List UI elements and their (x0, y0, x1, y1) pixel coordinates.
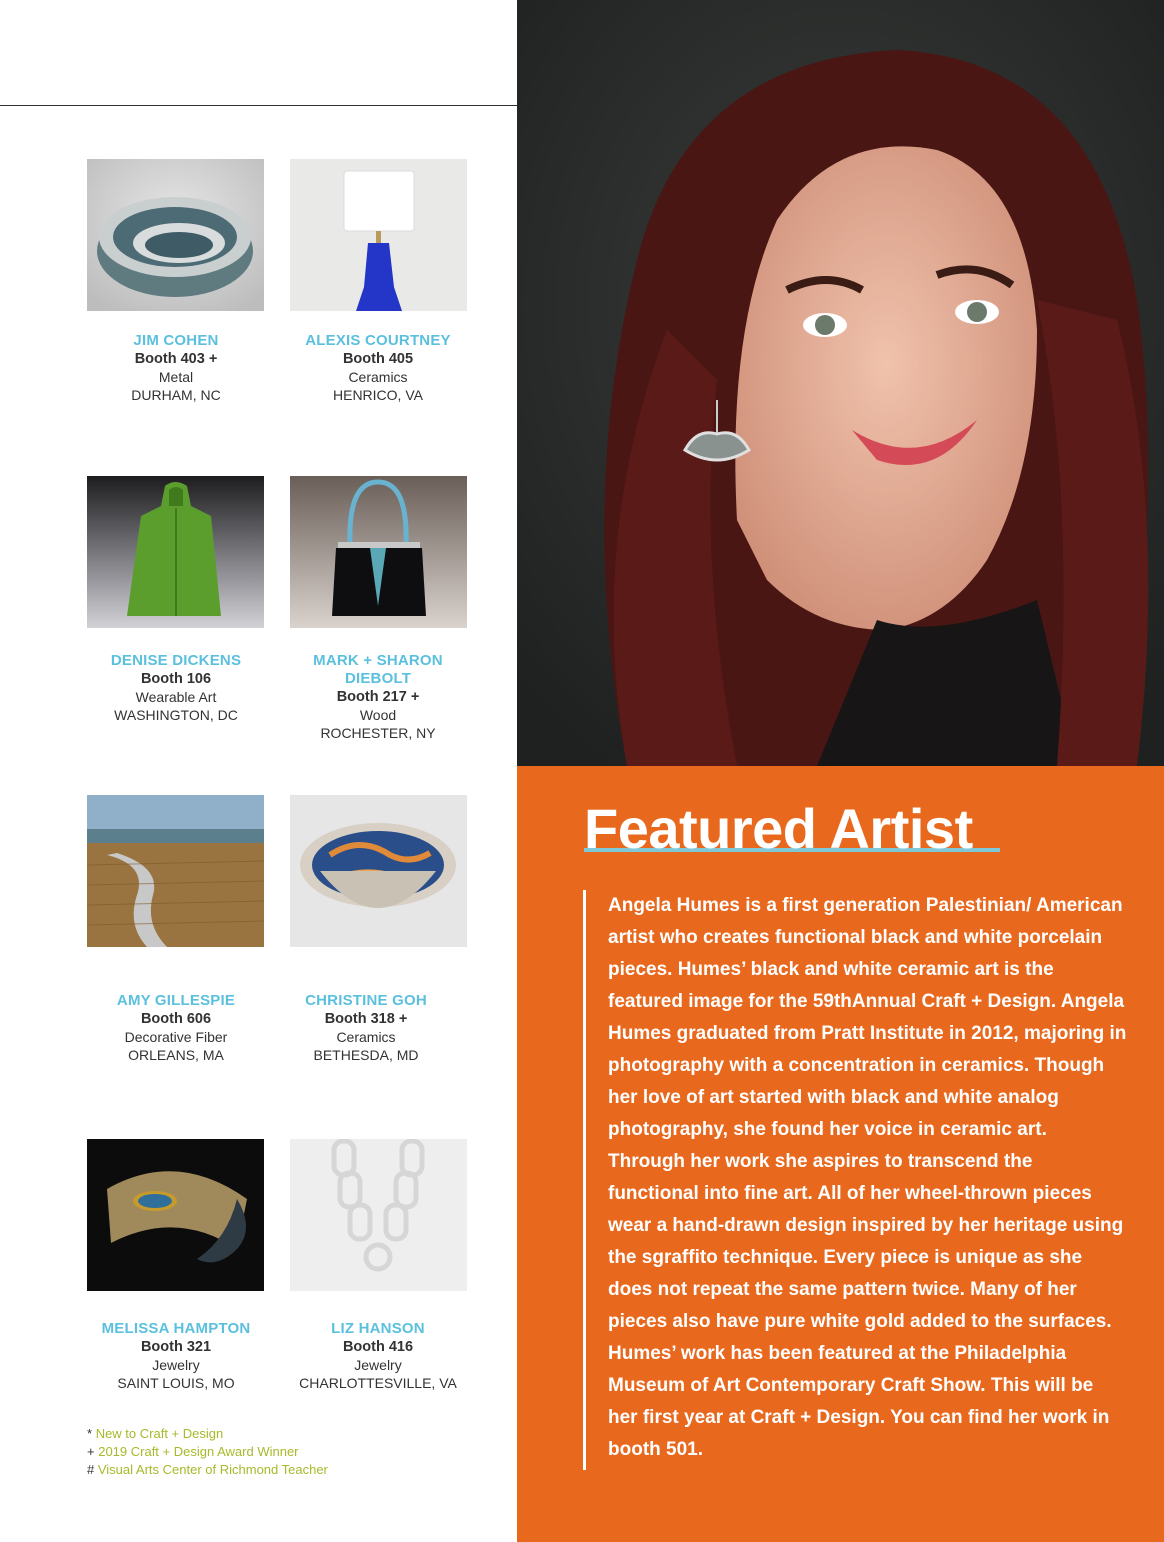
artist-location: SAINT LOUIS, MO (117, 1375, 235, 1391)
top-rule (0, 105, 517, 106)
artist-medium: Ceramics (336, 1029, 396, 1045)
artwork-image-green-coat (87, 476, 264, 628)
artist-name: JIM COHEN (133, 332, 219, 349)
featured-artist-portrait (517, 0, 1164, 766)
legend (87, 1425, 328, 1479)
artwork-image-cuff-bracelet (87, 1139, 264, 1291)
artist-location: ORLEANS, MA (128, 1047, 224, 1063)
artist-booth: Booth 106 (140, 671, 212, 687)
legend-item: + 2019 Craft + Design Award Winner (87, 1444, 299, 1459)
legend-item: # Visual Arts Center of Richmond Teacher (87, 1462, 328, 1477)
artist-location: BETHESDA, MD (313, 1047, 419, 1063)
artist-location: ROCHESTER, NY (320, 725, 436, 741)
artist-location: HENRICO, VA (333, 387, 423, 403)
artist-name: DENISE DICKENS (110, 652, 242, 669)
artist-name: CHRISTINE GOH (305, 992, 427, 1009)
artist-medium: Jewelry (354, 1357, 402, 1373)
featured-artist-bio: Angela Humes is a first generation Palestinian/ American artist who creates functional black and white porcelain pieces. Humes’ black and white ceramic art is the featured image for the 59thAnnual Craft + Design. Angela Humes graduated from Pratt Institute in 2012, majoring in photography with a concentration in ceramics. Though her love of art started with black and white analog photography, she found her voice in ceramic art. Through her work she aspires to transcend the functional into fine art. All of her wheel-thrown pieces wear a hand-drawn design inspired by her heritage using the sgraffito technique. Every piece is unique as she does not repeat the same pattern twice. Many of her pieces also have pure white gold added to the surfaces. Humes’ work has been featured at the Philadelphia Museum of Art Contemporary Craft Show. This will be her first year at Craft + Design. You can find her work in booth 501. (608, 895, 1127, 1460)
artist-card (278, 652, 478, 742)
artist-medium: Wood (359, 707, 397, 723)
artist-card (76, 1320, 276, 1392)
featured-artist-title: Featured Artist (584, 797, 973, 860)
artist-booth: Booth 321 (140, 1339, 212, 1355)
artist-booth: Booth 217 + (336, 689, 420, 705)
artist-location: WASHINGTON, DC (114, 707, 238, 723)
artwork-image-chain-necklace (290, 1139, 467, 1291)
artist-card (278, 332, 478, 404)
artwork-image-landscape-fiber (87, 795, 264, 947)
artwork-image-lamp (290, 159, 467, 311)
artist-booth: Booth 405 (342, 351, 414, 367)
artist-booth: Booth 416 (342, 1339, 414, 1355)
artist-name: ALEXIS COURTNEY (305, 332, 451, 349)
featured-artist-panel (517, 766, 1164, 1542)
artist-name: MELISSA HAMPTON (101, 1320, 251, 1337)
artist-medium: Decorative Fiber (124, 1029, 228, 1045)
artist-card (76, 652, 276, 724)
artist-card (266, 992, 466, 1064)
artist-booth: Booth 403 + (134, 351, 218, 367)
artist-card (76, 992, 276, 1064)
artist-name: AMY GILLESPIE (116, 992, 236, 1009)
artist-medium: Ceramics (348, 369, 408, 385)
legend-item: * New to Craft + Design (87, 1426, 224, 1441)
artwork-image-ceramic-bowl (290, 795, 467, 947)
artist-name: MARK + SHARON DIEBOLT (313, 652, 443, 687)
artwork-image-handbag (290, 476, 467, 628)
artist-location: CHARLOTTESVILLE, VA (299, 1375, 457, 1391)
artist-location: DURHAM, NC (131, 387, 221, 403)
artist-card (278, 1320, 478, 1392)
artist-booth: Booth 318 + (324, 1011, 408, 1027)
artist-medium: Jewelry (152, 1357, 200, 1373)
artist-name: LIZ HANSON (331, 1320, 425, 1337)
bio-divider (583, 890, 586, 1470)
artist-card (76, 332, 276, 404)
artist-medium: Metal (158, 369, 194, 385)
artist-medium: Wearable Art (135, 689, 217, 705)
artwork-image-metal-bowl (87, 159, 264, 311)
artist-booth: Booth 606 (140, 1011, 212, 1027)
